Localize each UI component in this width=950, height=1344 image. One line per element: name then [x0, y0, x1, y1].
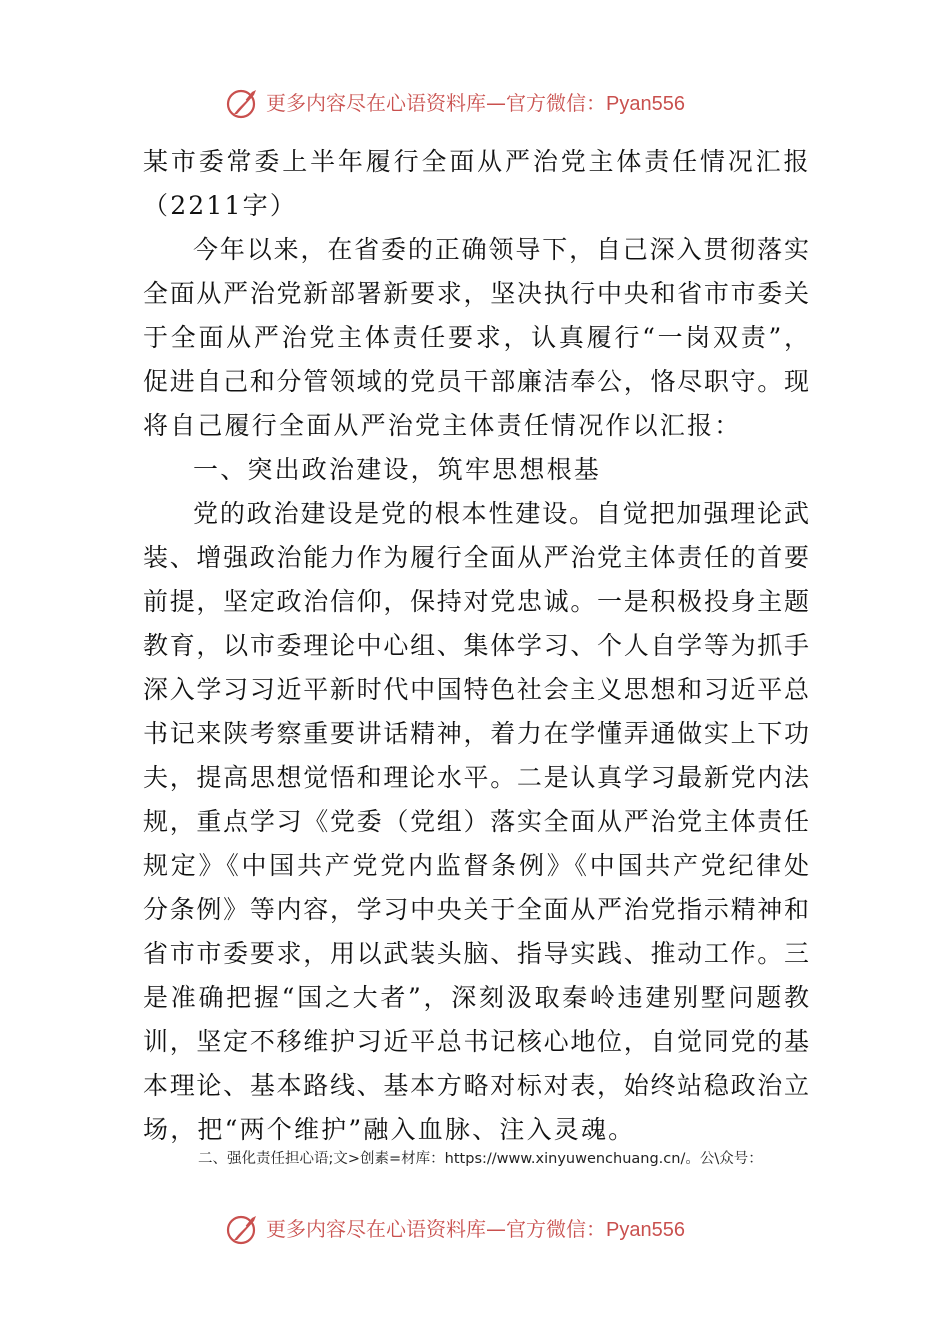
para2-line: 分条例》等内容，学习中央关于全面从严治党指示精神和 — [143, 895, 809, 924]
para1-line: 全面从严治党新部署新要求，坚决执行中央和省市市委关 — [143, 279, 809, 308]
para2-line: 书记来陕考察重要讲话精神，着力在学懂弄通做实上下功 — [143, 719, 809, 748]
banner-text-cn: 更多内容尽在心语资料库—官方微信： — [266, 91, 606, 115]
quill-pen-circle-icon — [226, 1212, 260, 1246]
banner-wechat-id: Pyan556 — [606, 1219, 685, 1241]
para2-line: 深入学习习近平新时代中国特色社会主义思想和习近平总 — [143, 675, 809, 704]
banner-text — [266, 90, 685, 117]
banner-text — [266, 1216, 685, 1243]
para1-line: 将自己履行全面从严治党主体责任情况作以汇报： — [143, 411, 742, 440]
para2-line: 夫，提高思想觉悟和理论水平。二是认真学习最新党内法 — [143, 763, 809, 792]
banner-text-cn: 更多内容尽在心语资料库—官方微信： — [266, 1217, 606, 1241]
para2-line: 训，坚定不移维护习近平总书记核心地位，自觉同党的基 — [143, 1027, 809, 1056]
para2-line: 前提，坚定政治信仰，保持对党忠诚。一是积极投身主题 — [143, 587, 809, 616]
para2-line: 场，把“两个维护”融入血脉、注入灵魂。 — [143, 1115, 636, 1144]
para2-line: 规，重点学习《党委（党组）落实全面从严治党主体责任 — [143, 807, 809, 836]
doc-title-line-1: 某市委常委上半年履行全面从严治党主体责任情况汇报 — [143, 147, 809, 176]
section-heading-1: 一、突出政治建设，筑牢思想根基 — [193, 455, 602, 484]
para1-line: 于全面从严治党主体责任要求，认真履行“一岗双责”， — [143, 323, 809, 352]
para2-line: 规定》《中国共产党党内监督条例》《中国共产党纪律处 — [143, 851, 809, 880]
watermark-note: 二、强化责任担心语;文>创素=材库：https://www.xinyuwenchuang.cn/。公\众号： — [198, 1151, 763, 1167]
para2-line: 装、增强政治能力作为履行全面从严治党主体责任的首要 — [143, 543, 809, 572]
para2-line: 本理论、基本路线、基本方略对标对表，始终站稳政治立 — [143, 1071, 809, 1100]
para1-line: 促进自己和分管领域的党员干部廉洁奉公，恪尽职守。现 — [143, 367, 809, 396]
para2-line: 教育，以市委理论中心组、集体学习、个人自学等为抓手 — [143, 631, 809, 660]
para2-line: 省市市委要求，用以武装头脑、指导实践、推动工作。三 — [143, 939, 809, 968]
footer-banner — [0, 1210, 950, 1250]
quill-pen-circle-icon — [226, 86, 260, 120]
document-body — [143, 140, 809, 1152]
para2-line: 党的政治建设是党的根本性建设。自觉把加强理论武 — [193, 499, 809, 528]
banner-wechat-id: Pyan556 — [606, 93, 685, 115]
doc-title-line-2: （2211字） — [143, 191, 298, 220]
header-banner — [0, 84, 950, 124]
para1-line: 今年以来，在省委的正确领导下，自己深入贯彻落实 — [193, 235, 809, 264]
para2-line: 是准确把握“国之大者”，深刻汲取秦岭违建别墅问题教 — [143, 983, 809, 1012]
